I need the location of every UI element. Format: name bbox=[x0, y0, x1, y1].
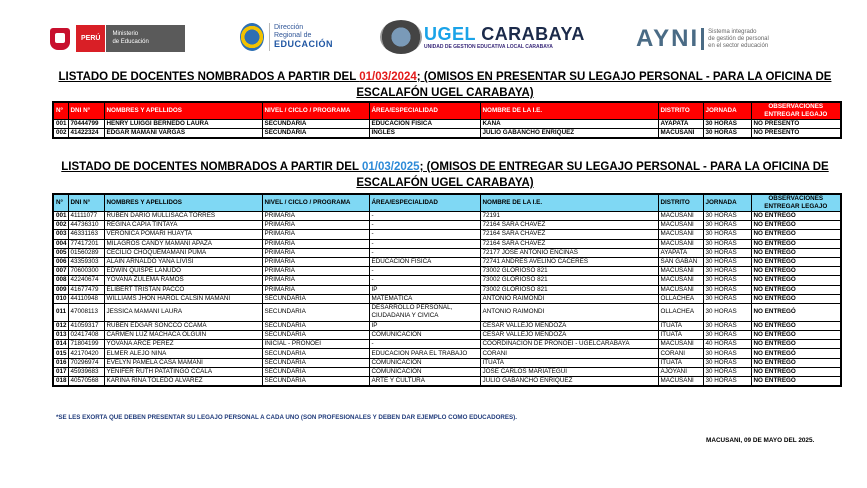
dre-emblem-icon bbox=[240, 23, 264, 51]
col-dni: 42170420 bbox=[68, 349, 104, 358]
col-area: COMUNICACIÓN bbox=[369, 331, 480, 340]
col-area: MATEMÁTICA bbox=[369, 294, 480, 303]
col-level: INICIAL - PRONOEI bbox=[262, 340, 369, 349]
col-number: 001 bbox=[53, 120, 68, 129]
col-district: MACUSANI bbox=[658, 276, 703, 285]
col-district: ITUATA bbox=[658, 331, 703, 340]
col-observations: NO ENTREGÓ bbox=[751, 321, 841, 330]
col-area: - bbox=[369, 230, 480, 239]
col-school: CESAR VALLEJO MENDOZA bbox=[480, 331, 658, 340]
col-level: SECUNDARIA bbox=[262, 358, 369, 367]
col-hours: 30 HORAS bbox=[703, 303, 751, 321]
col-level: PRIMARIA bbox=[262, 285, 369, 294]
col-observations: NO ENTREGÓ bbox=[751, 349, 841, 358]
col-name: ALAIN ARNALDO YANA LIVISI bbox=[104, 257, 262, 266]
ayni-line3: en el sector educación bbox=[708, 42, 769, 49]
col-number: 003 bbox=[53, 230, 68, 239]
table-header-row bbox=[53, 194, 841, 212]
col-dni: 45939683 bbox=[68, 367, 104, 376]
col-name: YOVANA ARCE PEREZ bbox=[104, 340, 262, 349]
col-name: YENIFER RUTH PATATINGO CCALA bbox=[104, 367, 262, 376]
col-dni: 71804199 bbox=[68, 340, 104, 349]
col-district: MACUSANI bbox=[658, 239, 703, 248]
col-number: 018 bbox=[53, 377, 68, 387]
col-district: ITUATA bbox=[658, 321, 703, 330]
col-dni: 70600300 bbox=[68, 267, 104, 276]
ugel-title-part1: UGEL bbox=[424, 24, 476, 44]
ugel-title-part2: CARABAYA bbox=[475, 24, 585, 44]
col-district: MACUSANI bbox=[658, 230, 703, 239]
col-area: - bbox=[369, 248, 480, 257]
col-school: 72741 ANDRES AVELINO CACERES bbox=[480, 257, 658, 266]
col-dni: 01560289 bbox=[68, 248, 104, 257]
col-dni: 41111077 bbox=[68, 212, 104, 221]
col-area: IP bbox=[369, 321, 480, 330]
col-school: JOSE CARLOS MARIATEGUI bbox=[480, 367, 658, 376]
col-number: 008 bbox=[53, 276, 68, 285]
col-number: 009 bbox=[53, 285, 68, 294]
table-row bbox=[53, 377, 841, 387]
col-observations: NO PRESENTÓ bbox=[751, 120, 841, 129]
col-observations: NO ENTREGÓ bbox=[751, 248, 841, 257]
header-col-level: NIVEL / CICLO / PROGRAMA bbox=[262, 102, 369, 120]
col-number: 015 bbox=[53, 349, 68, 358]
col-area: COMUNICACIÓN bbox=[369, 358, 480, 367]
col-level: PRIMARIA bbox=[262, 248, 369, 257]
col-name: RUBEN DARIO MULLISACA TORRES bbox=[104, 212, 262, 221]
col-hours: 30 HORAS bbox=[703, 212, 751, 221]
header-col-name: NOMBRES Y APELLIDOS bbox=[104, 102, 262, 120]
section2-title bbox=[50, 159, 840, 191]
col-school: JULIO GABANCHO ENRIQUEZ bbox=[480, 377, 658, 387]
ugel-title bbox=[424, 24, 585, 44]
col-number: 006 bbox=[53, 257, 68, 266]
section1-table bbox=[52, 101, 842, 139]
col-number: 002 bbox=[53, 129, 68, 139]
col-dni: 41677479 bbox=[68, 285, 104, 294]
col-name: EDGAR MAMANI VARGAS bbox=[104, 129, 262, 139]
col-area: EDUCACION FISICA bbox=[369, 120, 480, 129]
header-col-school: NOMBRE DE LA I.E. bbox=[480, 194, 658, 212]
col-dni: 46331163 bbox=[68, 230, 104, 239]
col-hours: 30 HORAS bbox=[703, 230, 751, 239]
table-row bbox=[53, 285, 841, 294]
col-name: YOVANA ZULEMA RAMOS bbox=[104, 276, 262, 285]
col-number: 012 bbox=[53, 321, 68, 330]
col-area: EDUCACION FISICA bbox=[369, 257, 480, 266]
col-hours: 30 HORAS bbox=[703, 285, 751, 294]
col-number: 001 bbox=[53, 212, 68, 221]
col-area: INGLES bbox=[369, 129, 480, 139]
col-district: OLLACHEA bbox=[658, 303, 703, 321]
table-row bbox=[53, 276, 841, 285]
table-header-row bbox=[53, 102, 841, 120]
col-school: ANTONIO RAIMONDI bbox=[480, 294, 658, 303]
col-school: 73002 GLORIOSO 821 bbox=[480, 285, 658, 294]
col-hours: 30 HORAS bbox=[703, 349, 751, 358]
dre-line2: Regional de bbox=[274, 32, 312, 39]
dre-line3: EDUCACIÓN bbox=[274, 39, 334, 49]
col-hours: 30 HORAS bbox=[703, 276, 751, 285]
header-col-dni: DNI N° bbox=[68, 194, 104, 212]
col-dni: 41422324 bbox=[68, 129, 104, 139]
col-area: EDUCACION PARA EL TRABAJO bbox=[369, 349, 480, 358]
header-logos bbox=[0, 20, 867, 60]
col-level: PRIMARIA bbox=[262, 276, 369, 285]
col-area: - bbox=[369, 212, 480, 221]
dre-logo bbox=[240, 23, 333, 51]
col-level: SECUNDARIA bbox=[262, 303, 369, 321]
ayni-logo bbox=[636, 27, 769, 51]
col-district: CORANI bbox=[658, 349, 703, 358]
col-name: WILLIAMS JHON HAROL CALSIN MAMANI bbox=[104, 294, 262, 303]
col-number: 007 bbox=[53, 267, 68, 276]
table-row bbox=[53, 129, 841, 139]
col-number: 014 bbox=[53, 340, 68, 349]
col-school: ITUATA bbox=[480, 358, 658, 367]
col-school: 72164 SARA CHAVEZ bbox=[480, 230, 658, 239]
col-number: 004 bbox=[53, 239, 68, 248]
col-hours: 30 HORAS bbox=[703, 120, 751, 129]
col-district: AYAPATA bbox=[658, 248, 703, 257]
col-number: 016 bbox=[53, 358, 68, 367]
ugel-emblem-icon bbox=[380, 20, 422, 54]
header-col-district: DISTRITO bbox=[658, 102, 703, 120]
ayni-tagline bbox=[708, 29, 769, 50]
ayni-line2: de gestión de personal bbox=[708, 35, 769, 42]
col-number: 002 bbox=[53, 221, 68, 230]
table-row bbox=[53, 349, 841, 358]
col-number: 013 bbox=[53, 331, 68, 340]
col-area: - bbox=[369, 221, 480, 230]
section1-title bbox=[50, 69, 840, 101]
col-level: SECUNDARIA bbox=[262, 120, 369, 129]
col-district: MACUSANI bbox=[658, 377, 703, 387]
col-school: CORANI bbox=[480, 349, 658, 358]
col-hours: 30 HORAS bbox=[703, 257, 751, 266]
table-row bbox=[53, 340, 841, 349]
table-row bbox=[53, 267, 841, 276]
col-level: SECUNDARIA bbox=[262, 129, 369, 139]
table-row bbox=[53, 367, 841, 376]
col-school: CESAR VALLEJO MENDOZA bbox=[480, 321, 658, 330]
dre-text bbox=[274, 24, 333, 50]
table-row bbox=[53, 221, 841, 230]
table-row bbox=[53, 120, 841, 129]
col-observations: NO ENTREGÓ bbox=[751, 377, 841, 387]
table-row bbox=[53, 321, 841, 330]
col-observations: NO ENTREGÓ bbox=[751, 230, 841, 239]
col-level: SECUNDARIA bbox=[262, 349, 369, 358]
col-name: KARINA RINA TOLEDO ALVAREZ bbox=[104, 377, 262, 387]
col-area: IP bbox=[369, 285, 480, 294]
col-observations: NO ENTREGÓ bbox=[751, 239, 841, 248]
col-number: 011 bbox=[53, 303, 68, 321]
col-dni: 47008113 bbox=[68, 303, 104, 321]
col-level: SECUNDARIA bbox=[262, 377, 369, 387]
header-col-district: DISTRITO bbox=[658, 194, 703, 212]
section1-date: 01/03/2024 bbox=[359, 71, 417, 83]
header-col-observations: OBSERVACIONES ENTREGAR LEGAJO bbox=[751, 194, 841, 212]
ministry-label bbox=[105, 25, 184, 52]
col-number: 005 bbox=[53, 248, 68, 257]
col-hours: 30 HORAS bbox=[703, 239, 751, 248]
col-hours: 30 HORAS bbox=[703, 358, 751, 367]
col-dni: 41059317 bbox=[68, 321, 104, 330]
col-name: CECILIO CHOQUEMAMANI PUMA bbox=[104, 248, 262, 257]
col-district: ITUATA bbox=[658, 358, 703, 367]
col-observations: NO ENTREGÓ bbox=[751, 340, 841, 349]
col-district: MACUSANI bbox=[658, 221, 703, 230]
col-area: ARTE Y CULTURA bbox=[369, 377, 480, 387]
col-name: REGINA CAPIA TINTAYA bbox=[104, 221, 262, 230]
header-col-dni: DNI N° bbox=[68, 102, 104, 120]
table-row bbox=[53, 230, 841, 239]
table-row bbox=[53, 331, 841, 340]
col-hours: 30 HORAS bbox=[703, 377, 751, 387]
col-level: PRIMARIA bbox=[262, 221, 369, 230]
col-level: PRIMARIA bbox=[262, 212, 369, 221]
col-level: SECUNDARIA bbox=[262, 321, 369, 330]
col-dni: 02417408 bbox=[68, 331, 104, 340]
divider bbox=[269, 23, 270, 51]
ayni-wordmark: AYNI bbox=[636, 25, 700, 52]
col-school: COORDINACION DE PRONOEI - UGELCARABAYA bbox=[480, 340, 658, 349]
col-name: EVELYN PAMELA CASA MAMANI bbox=[104, 358, 262, 367]
header-col-hours: JORNADA bbox=[703, 102, 751, 120]
col-area: - bbox=[369, 239, 480, 248]
section2-table bbox=[52, 193, 842, 387]
header-col-number: N° bbox=[53, 194, 68, 212]
header-col-area: ÁREA/ESPECIALIDAD bbox=[369, 102, 480, 120]
section1-title-suffix: ; (OMISOS EN PRESENTAR SU LEGAJO PERSONAL - PARA LA OFICINA DE bbox=[416, 71, 832, 83]
col-dni: 44110948 bbox=[68, 294, 104, 303]
col-observations: NO ENTREGÓ bbox=[751, 257, 841, 266]
col-number: 010 bbox=[53, 294, 68, 303]
col-dni: 42240674 bbox=[68, 276, 104, 285]
col-dni: 70444799 bbox=[68, 120, 104, 129]
col-school: JULIO GABANCHO ENRIQUEZ bbox=[480, 129, 658, 139]
col-name: MILAGROS CANDY MAMANI APAZA bbox=[104, 239, 262, 248]
col-area: COMUNICACIÓN bbox=[369, 367, 480, 376]
ayni-line1: Sistema integrado bbox=[708, 28, 757, 35]
col-school: 72164 SARA CHAVEZ bbox=[480, 239, 658, 248]
col-name: CARMEN LUZ MACHACA OLGUIN bbox=[104, 331, 262, 340]
col-level: PRIMARIA bbox=[262, 239, 369, 248]
table-row bbox=[53, 358, 841, 367]
place-date-signoff: MACUSANI, 09 DE MAYO DEL 2025. bbox=[706, 437, 815, 444]
col-school: 73002 GLORIOSO 821 bbox=[480, 267, 658, 276]
col-level: PRIMARIA bbox=[262, 257, 369, 266]
header-col-number: N° bbox=[53, 102, 68, 120]
peru-coat-of-arms-icon bbox=[50, 28, 70, 50]
col-district: SAN GABAN bbox=[658, 257, 703, 266]
table-row bbox=[53, 248, 841, 257]
header-col-area: ÁREA/ESPECIALIDAD bbox=[369, 194, 480, 212]
col-observations: NO ENTREGÓ bbox=[751, 221, 841, 230]
col-dni: 43359303 bbox=[68, 257, 104, 266]
col-observations: NO ENTREGÓ bbox=[751, 294, 841, 303]
col-dni: 40570568 bbox=[68, 377, 104, 387]
col-district: AJOYANI bbox=[658, 367, 703, 376]
table-row bbox=[53, 294, 841, 303]
col-district: MACUSANI bbox=[658, 212, 703, 221]
col-number: 017 bbox=[53, 367, 68, 376]
col-level: PRIMARIA bbox=[262, 267, 369, 276]
minedu-logo bbox=[50, 25, 185, 52]
col-level: SECUNDARIA bbox=[262, 294, 369, 303]
col-name: VERONICA POMARI HUAYTA bbox=[104, 230, 262, 239]
header-col-observations: OBSERVACIONES ENTREGAR LEGAJO bbox=[751, 102, 841, 120]
col-observations: NO ENTREGÓ bbox=[751, 276, 841, 285]
col-area: - bbox=[369, 340, 480, 349]
col-school: ANTONIO RAIMONDI bbox=[480, 303, 658, 321]
col-name: ELIBERT TRISTAN PACCO bbox=[104, 285, 262, 294]
col-hours: 40 HORAS bbox=[703, 340, 751, 349]
col-observations: NO ENTREGÓ bbox=[751, 212, 841, 221]
table-row bbox=[53, 239, 841, 248]
col-district: AYAPATA bbox=[658, 120, 703, 129]
col-dni: 70296974 bbox=[68, 358, 104, 367]
dre-line1: Dirección bbox=[274, 24, 304, 31]
header-col-level: NIVEL / CICLO / PROGRAMA bbox=[262, 194, 369, 212]
col-district: MACUSANI bbox=[658, 285, 703, 294]
table-row bbox=[53, 303, 841, 321]
col-district: OLLACHEA bbox=[658, 294, 703, 303]
col-district: MACUSANI bbox=[658, 267, 703, 276]
section2-title-prefix: LISTADO DE DOCENTES NOMBRADOS A PARTIR DEL bbox=[61, 161, 362, 173]
col-dni: 44736310 bbox=[68, 221, 104, 230]
section2-title-line2: ESCALAFÓN UGEL CARABAYA) bbox=[356, 177, 534, 189]
header-col-school: NOMBRE DE LA I.E. bbox=[480, 102, 658, 120]
ministry-line1: Ministerio bbox=[112, 31, 139, 37]
col-area: - bbox=[369, 276, 480, 285]
col-observations: NO ENTREGÓ bbox=[751, 303, 841, 321]
col-area: DESARROLLO PERSONAL, CIUDADANIA Y CIVICA bbox=[369, 303, 480, 321]
col-school: 72191 bbox=[480, 212, 658, 221]
col-hours: 30 HORAS bbox=[703, 367, 751, 376]
col-hours: 30 HORAS bbox=[703, 248, 751, 257]
col-name: HENRY LUIGGI BERNEDO LAURA bbox=[104, 120, 262, 129]
col-hours: 30 HORAS bbox=[703, 267, 751, 276]
peru-label: PERÚ bbox=[76, 25, 105, 52]
col-name: JESSICA MAMANI LAURA bbox=[104, 303, 262, 321]
col-school: 72177 JOSE ANTONIO ENCINAS bbox=[480, 248, 658, 257]
ayni-bar-icon bbox=[701, 28, 704, 50]
section1-title-line2: ESCALAFÓN UGEL CARABAYA) bbox=[356, 87, 534, 99]
section1-title-prefix: LISTADO DE DOCENTES NOMBRADOS A PARTIR DEL bbox=[58, 71, 360, 83]
ministry-line2: de Educación bbox=[112, 39, 149, 45]
col-level: SECUNDARIA bbox=[262, 331, 369, 340]
exhortation-note: *SE LES EXORTA QUE DEBEN PRESENTAR SU LEGAJO PERSONAL A CADA UNO (SON PROFESIONALES Y DEBEN DAR EJEMPLO COMO EDUCADORES). bbox=[56, 414, 517, 421]
col-hours: 30 HORAS bbox=[703, 221, 751, 230]
table-row bbox=[53, 257, 841, 266]
col-observations: NO ENTREGÓ bbox=[751, 367, 841, 376]
col-district: MACUSANI bbox=[658, 129, 703, 139]
section2-date: 01/03/2025 bbox=[362, 161, 420, 173]
col-name: ELMER ALEJO NINA bbox=[104, 349, 262, 358]
ugel-logo bbox=[380, 20, 585, 54]
col-name: EDWÍN QUISPE LANUDO bbox=[104, 267, 262, 276]
col-dni: 77417201 bbox=[68, 239, 104, 248]
col-school: KANA bbox=[480, 120, 658, 129]
col-observations: NO ENTREGÓ bbox=[751, 267, 841, 276]
col-observations: NO ENTREGÓ bbox=[751, 331, 841, 340]
ugel-subtitle: UNIDAD DE GESTION EDUCATIVA LOCAL CARABAYA bbox=[424, 44, 553, 50]
col-level: PRIMARIA bbox=[262, 230, 369, 239]
col-observations: NO ENTREGÓ bbox=[751, 358, 841, 367]
header-col-name: NOMBRES Y APELLIDOS bbox=[104, 194, 262, 212]
col-hours: 30 HORAS bbox=[703, 331, 751, 340]
col-district: MACUSANI bbox=[658, 340, 703, 349]
col-area: - bbox=[369, 267, 480, 276]
col-name: RUBEN EDGAR SONCCO CCAMA bbox=[104, 321, 262, 330]
section2-title-suffix: ; (OMISOS DE ENTREGAR SU LEGAJO PERSONAL - PARA LA OFICINA DE bbox=[419, 161, 829, 173]
col-observations: NO ENTREGÓ bbox=[751, 285, 841, 294]
col-hours: 30 HORAS bbox=[703, 294, 751, 303]
col-school: 73002 GLORIOSO 821 bbox=[480, 276, 658, 285]
col-school: 72164 SARA CHAVEZ bbox=[480, 221, 658, 230]
col-observations: NO PRESENTÓ bbox=[751, 129, 841, 139]
col-level: SECUNDARIA bbox=[262, 367, 369, 376]
col-hours: 30 HORAS bbox=[703, 321, 751, 330]
header-col-hours: JORNADA bbox=[703, 194, 751, 212]
table-row bbox=[53, 212, 841, 221]
col-hours: 30 HORAS bbox=[703, 129, 751, 139]
